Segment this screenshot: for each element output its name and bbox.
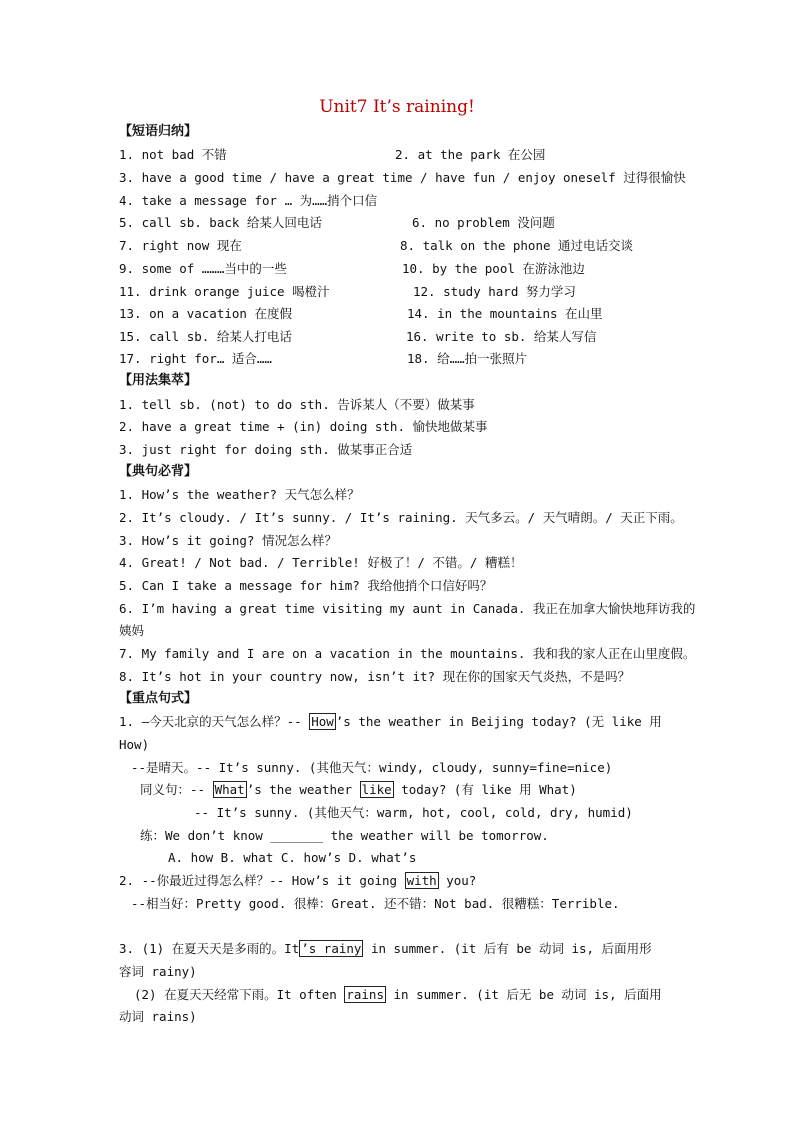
pattern-line: --相当好：Pretty good. 很棒：Great. 还不错：Not bad. 很糟糕：Terrible. [131,896,620,911]
pattern-line [119,941,652,957]
pattern-line [134,987,662,1003]
pattern-text: you? [438,873,477,888]
phrase-item: 13. on a vacation 在度假 [119,306,292,321]
phrase-item: 9. some of ………当中的一些 [119,261,287,276]
pattern-text: ’s the weather [246,782,360,797]
phrase-item: 1. not bad 不错 [119,147,227,162]
sentence-item: 3. How’s it going? 情况怎么样？ [119,533,337,548]
pattern-line: 动词 rains) [119,1009,197,1024]
usage-item: 3. just right for doing sth. 做某事正合适 [119,442,413,457]
sentence-item: 6. I’m having a great time visiting my aunt in Canada. 我正在加拿大愉快地拜访我的 [119,601,696,616]
sentence-item: 5. Can I take a message for him? 我给他捎个口信好吗？ [119,578,493,593]
phrase-item: 17. right for… 适合…… [119,351,272,366]
section-heading-patterns: 【重点句式】 [119,691,198,706]
phrase-item: 7. right now 现在 [119,238,242,253]
pattern-text: 3. (1) 在夏天天是多雨的。It [119,941,300,956]
sentence-item: 2. It’s cloudy. / It’s sunny. / It’s raining. 天气多云。/ 天气晴朗。/ 天正下雨。 [119,510,683,525]
pattern-text: in summer. (it 后无 be 动词 is, 后面用 [385,987,662,1002]
sentence-item: 1. How’s the weather? 天气怎么样？ [119,487,360,502]
pattern-line: -- It’s sunny. (其他天气：warm, hot, cool, cold, dry, humid) [194,805,633,820]
section-heading-usage: 【用法集萃】 [119,373,198,388]
section-heading-phrases: 【短语归纳】 [119,124,198,139]
phrase-item: 4. take a message for … 为……捎个口信 [119,193,378,208]
pattern-line: --是晴天。-- It’s sunny. (其他天气：windy, cloudy, sunny=fine=nice) [131,760,613,775]
boxed-answer: rains [346,987,384,1002]
section-heading-sentences: 【典句必背】 [119,464,198,479]
usage-item: 1. tell sb. (not) to do sth. 告诉某人（不要）做某事 [119,397,475,412]
pattern-text: 2. --你最近过得怎么样？-- How’s it going [119,873,405,888]
boxed-answer: like [361,782,392,797]
pattern-line: How) [119,737,150,752]
pattern-text: 1. –今天北京的天气怎么样？-- [119,714,310,729]
phrase-item: 6. no problem 没问题 [412,215,555,230]
pattern-text: ’s the weather in Beijing today? (无 like 用 [335,714,662,729]
pattern-text: (2) 在夏天天经常下雨。It often [134,987,345,1002]
phrase-item: 16. write to sb. 给某人写信 [406,329,597,344]
sentence-item: 7. My family and I are on a vacation in the mountains. 我和我的家人正在山里度假。 [119,646,696,661]
pattern-text: today? (有 like 用 What) [393,782,577,797]
phrase-item: 14. in the mountains 在山里 [407,306,603,321]
page-title: Unit7 It’s raining! [319,97,475,117]
pattern-line: 容词 rainy) [119,964,197,979]
phrase-item: 12. study hard 努力学习 [413,284,576,299]
boxed-answer: with [406,873,437,888]
phrase-item: 15. call sb. 给某人打电话 [119,329,292,344]
phrase-item: 10. by the pool 在游泳池边 [402,261,585,276]
pattern-text: 同义句：-- [140,782,213,797]
pattern-line [119,873,476,889]
pattern-line [140,782,577,798]
pattern-line [119,714,662,730]
phrase-item: 2. at the park 在公园 [395,147,546,162]
boxed-answer: How [311,714,334,729]
sentence-item: 8. It’s hot in your country now, isn’t it? 现在你的国家天气炎热，不是吗？ [119,669,631,684]
pattern-text: in summer. (it 后有 be 动词 is, 后面用形 [363,941,652,956]
boxed-answer: ’s rainy [301,941,362,956]
usage-item: 2. have a great time + (in) doing sth. 愉快地做某事 [119,419,488,434]
boxed-answer: What [214,782,245,797]
phrase-item: 3. have a good time / have a great time / have fun / enjoy oneself 过得很愉快 [119,170,686,185]
phrase-item: 5. call sb. back 给某人回电话 [119,215,322,230]
phrase-item: 11. drink orange juice 喝橙汁 [119,284,330,299]
exercise-line: 练：We don’t know _______ the weather will be tomorrow. [140,828,549,843]
sentence-item-continued: 姨妈 [119,623,145,638]
phrase-item: 18. 给……拍一张照片 [407,351,528,366]
phrase-item: 8. talk on the phone 通过电话交谈 [400,238,634,253]
sentence-item: 4. Great! / Not bad. / Terrible! 好极了！/ 不错。/ 糟糕！ [119,555,523,570]
exercise-options: A. how B. what C. how’s D. what’s [168,850,417,865]
